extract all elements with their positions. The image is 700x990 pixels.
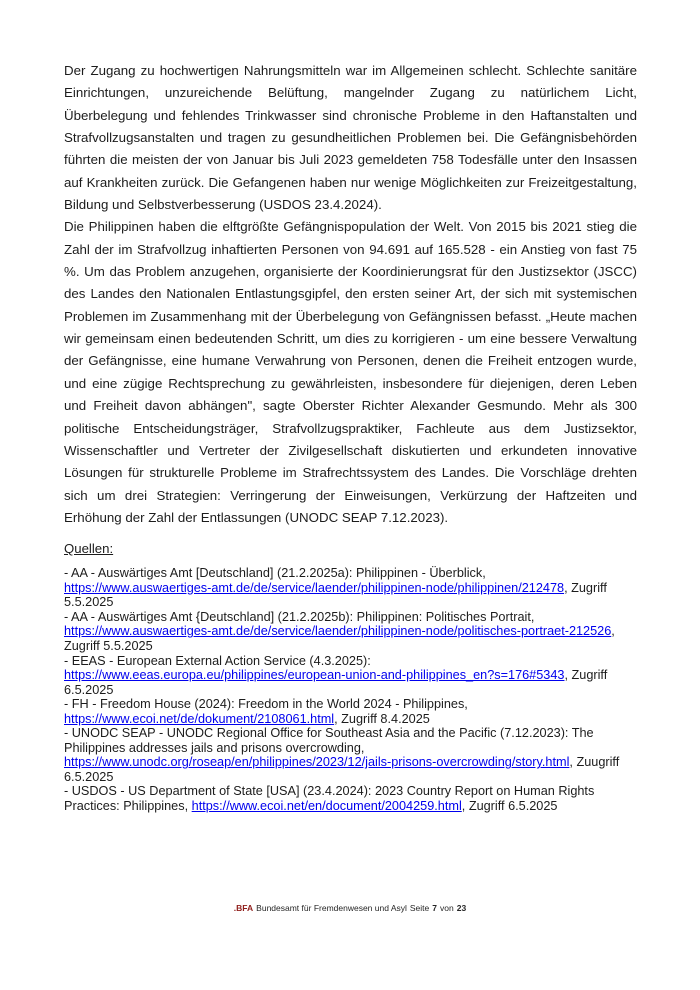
source-line bbox=[64, 610, 637, 625]
source-line bbox=[64, 654, 637, 669]
source-text: , Zugriff bbox=[564, 668, 608, 683]
page-content bbox=[64, 60, 637, 814]
source-line bbox=[64, 697, 637, 712]
footer-page-label: Seite bbox=[409, 903, 430, 913]
source-text: 6.5.2025 bbox=[64, 769, 114, 784]
source-entry bbox=[64, 654, 637, 698]
footer-page-number: 7 bbox=[432, 903, 437, 913]
source-text: - EEAS - European External Action Service (4.3.2025): bbox=[64, 653, 371, 668]
source-text: , Zugriff 6.5.2025 bbox=[461, 798, 558, 813]
source-text: , Zuugriff bbox=[569, 755, 620, 770]
source-text: , Zugriff bbox=[564, 580, 607, 595]
source-hyperlink[interactable]: https://www.auswaertiges-amt.de/de/service/laender/philippinen-node/politisches-portraet-212526 bbox=[64, 624, 612, 639]
source-line bbox=[64, 683, 637, 698]
source-line bbox=[64, 712, 637, 727]
source-text: Zugriff 5.5.2025 bbox=[64, 638, 153, 653]
source-entry bbox=[64, 610, 637, 654]
source-line bbox=[64, 784, 637, 799]
source-text: - FH - Freedom House (2024): Freedom in the World 2024 - Philippines, bbox=[64, 697, 468, 712]
sources-heading: Quellen: bbox=[64, 541, 114, 557]
source-text: - USDOS - US Department of State [USA] (23.4.2024): 2023 Country Report on Human Rights bbox=[64, 784, 595, 799]
source-entry bbox=[64, 697, 637, 726]
page-footer bbox=[0, 903, 700, 914]
source-text: Philippines addresses jails and prisons overcrowding, bbox=[64, 740, 365, 755]
source-line bbox=[64, 566, 637, 581]
footer-page-total: 23 bbox=[456, 903, 467, 913]
source-entry bbox=[64, 784, 637, 813]
bfa-brand-mark: .BFA bbox=[233, 903, 254, 913]
source-line bbox=[64, 770, 637, 785]
source-hyperlink[interactable]: https://www.eeas.europa.eu/philippines/european-union-and-philippines_en?s=176#5343 bbox=[64, 668, 565, 683]
source-text: - AA - Auswärtiges Amt {Deutschland] (21.2.2025b): Philippinen: Politisches Portrait, bbox=[64, 609, 535, 624]
source-line bbox=[64, 668, 637, 683]
source-text: - UNODC SEAP - UNODC Regional Office for Southeast Asia and the Pacific (7.12.2023): The bbox=[64, 726, 594, 741]
body-paragraph-prison-conditions: Der Zugang zu hochwertigen Nahrungsmitteln war im Allgemeinen schlecht. Schlechte sanitäre Einrichtungen, unzureichende Belüftung, mangelnder Zugang zu natürlichem Licht, Überbelegung und fehlendes Trinkwasser sind chronische Probleme in den Haftanstalten und Strafvollzugsanstalten und tragen zu gesundheitlichen Problemen bei. Die Gefängnisbehörden führten die meisten der von Januar bis Juli 2023 gemeldeten 758 Todesfälle unter den Insassen auf Krankheiten zurück. Die Gefangenen haben nur wenige Möglichkeiten zur Freizeitgestaltung, Bildung und Selbstverbesserung (USDOS 23.4.2024). bbox=[64, 63, 637, 213]
body-paragraph-prison-population: Die Philippinen haben die elftgrößte Gefängnispopulation der Welt. Von 2015 bis 2021 stieg die Zahl der im Strafvollzug inhaftierten Personen von 94.691 auf 165.528 - ein Anstieg von fast 75 %. Um das Problem anzugehen, organisierte der Koordinierungsrat für den Justizsektor (JSCC) des Landes den Nationalen Entlastungsgipfel, den ersten seiner Art, der sich mit systemischen Problemen im Zusammenhang mit der Überbelegung von Gefängnissen befasst. „Heute machen wir gemeinsam einen bedeutenden Schritt, um dies zu korrigieren - um eine bessere Verwaltung der Gefängnisse, eine humane Verwahrung von Personen, denen die Freiheit entzogen wurde, und eine zügige Rechtsprechung zu gewährleisten, insbesondere für diejenigen, deren Leben und Freiheit davon abhängen", sagte Oberster Richter Alexander Gesmundo. Mehr als 300 politische Entscheidungsträger, Strafvollzugspraktiker, Fachleute aus dem Justizsektor, Wissenschaftler und Vertreter der Zivilgesellschaft diskutierten und erkundeten innovative Lösungen für strukturelle Probleme im Strafrechtssystem des Landes. Die Vorschläge drehten sich um drei Strategien: Verringerung der Einweisungen, Verkürzung der Haftzeiten und Erhöhung der Zahl der Entlassungen (UNODC SEAP 7.12.2023). bbox=[64, 219, 637, 525]
source-line bbox=[64, 639, 637, 654]
source-hyperlink[interactable]: https://www.ecoi.net/de/dokument/2108061.html bbox=[64, 711, 335, 726]
sources-list bbox=[64, 566, 637, 813]
source-line bbox=[64, 799, 637, 814]
source-hyperlink[interactable]: https://www.auswaertiges-amt.de/de/service/laender/philippinen-node/philippinen/212478 bbox=[64, 580, 565, 595]
source-text: Practices: Philippines, bbox=[64, 798, 192, 813]
source-entry bbox=[64, 566, 637, 610]
source-hyperlink[interactable]: https://www.unodc.org/roseap/en/philippines/2023/12/jails-prisons-overcrowding/story.html bbox=[64, 755, 570, 770]
source-entry bbox=[64, 726, 637, 784]
source-text: 5.5.2025 bbox=[64, 595, 114, 610]
source-line bbox=[64, 581, 637, 596]
source-hyperlink[interactable]: https://www.ecoi.net/en/document/2004259.html bbox=[191, 798, 462, 813]
source-text: , bbox=[611, 624, 615, 639]
source-text: 6.5.2025 bbox=[64, 682, 114, 697]
source-text: , Zugriff 8.4.2025 bbox=[334, 711, 430, 726]
source-line bbox=[64, 595, 637, 610]
source-text: - AA - Auswärtiges Amt [Deutschland] (21.2.2025a): Philippinen - Überblick, bbox=[64, 566, 486, 581]
footer-of-label: von bbox=[440, 903, 454, 913]
source-line bbox=[64, 755, 637, 770]
source-line bbox=[64, 741, 637, 756]
source-line bbox=[64, 624, 637, 639]
source-line bbox=[64, 726, 637, 741]
footer-org-name: Bundesamt für Fremdenwesen und Asyl bbox=[256, 903, 407, 913]
